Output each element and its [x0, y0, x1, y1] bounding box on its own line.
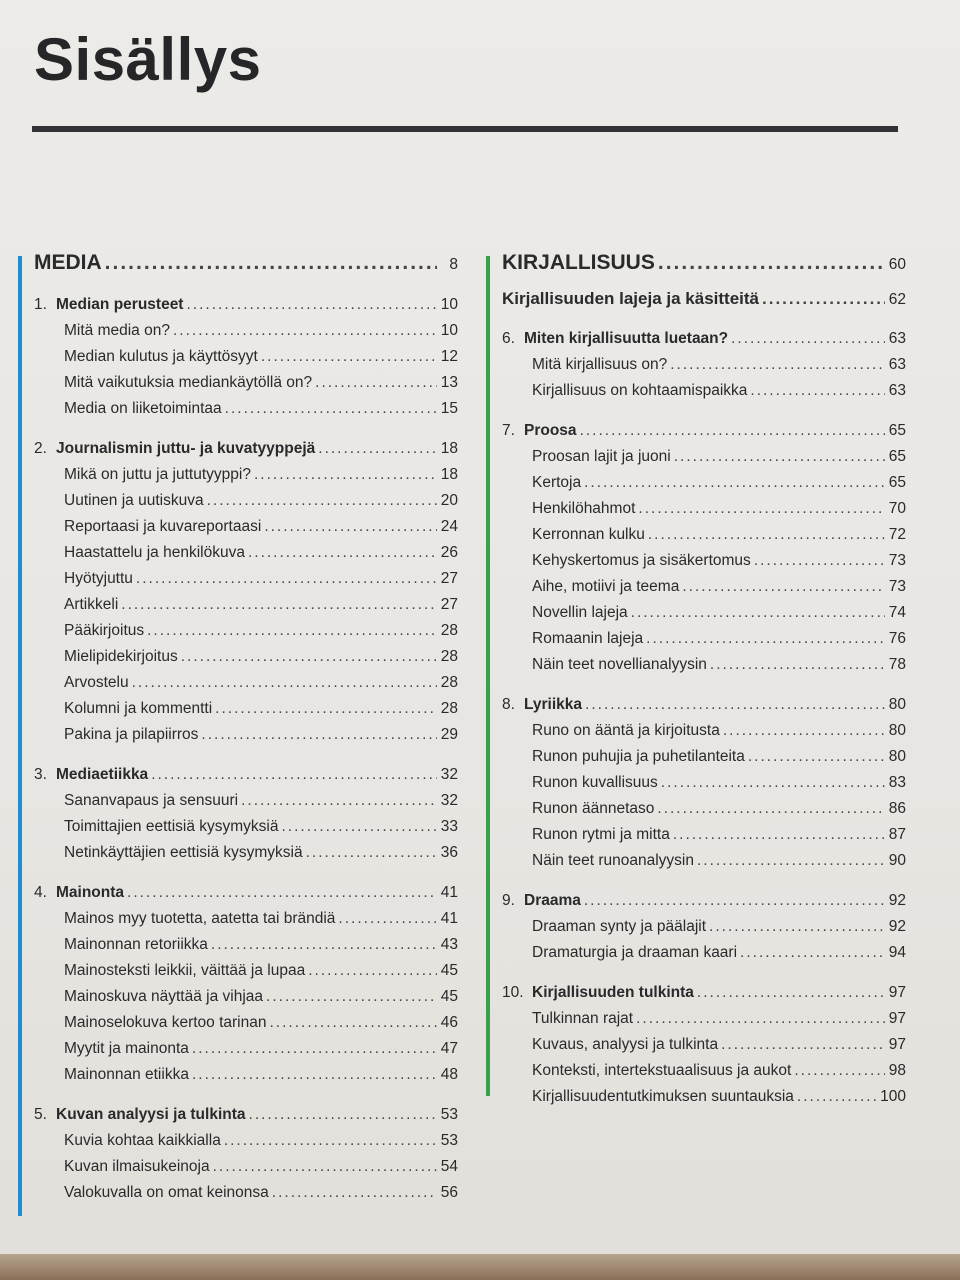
chapter-number: 8.: [502, 696, 515, 713]
leader-dots: [306, 840, 437, 866]
entry-label: Runon puhujia ja puhetilanteita: [532, 748, 745, 765]
leader-dots: [186, 292, 437, 318]
toc-entry[interactable]: [502, 626, 906, 652]
chapter-number: 6.: [502, 330, 515, 347]
page-number: 78: [888, 656, 906, 673]
toc-entry[interactable]: [34, 1010, 458, 1036]
entry-label: Kerronnan kulku: [532, 526, 645, 543]
title-rule: [32, 126, 898, 132]
page-number: 45: [440, 962, 458, 979]
media-accent-bar: [18, 256, 22, 1216]
chapter-title-text: Proosa: [524, 422, 577, 439]
toc-entry[interactable]: [502, 1032, 906, 1058]
toc-entry[interactable]: [34, 906, 458, 932]
toc-entry[interactable]: [34, 696, 458, 722]
entry-label: Median kulutus ja käyttösyyt: [64, 348, 258, 365]
entry-label: Sananvapaus ja sensuuri: [64, 792, 239, 809]
entry-label: Mitä vaikutuksia mediankäytöllä on?: [64, 374, 313, 391]
page-number: 36: [440, 844, 458, 861]
toc-entry[interactable]: [502, 848, 906, 874]
leader-dots: [731, 326, 885, 352]
leader-dots: [754, 548, 885, 574]
toc-entry[interactable]: [34, 592, 458, 618]
chapter-title: [34, 880, 124, 906]
section-heading-kirjallisuus[interactable]: [502, 248, 906, 278]
chapter-title-text: Journalismin juttu- ja kuvatyyppejä: [56, 440, 316, 457]
chapter-heading[interactable]: [34, 1102, 458, 1128]
toc-entry[interactable]: [502, 1084, 906, 1110]
leader-dots: [697, 980, 885, 1006]
toc-entry[interactable]: [34, 514, 458, 540]
toc-entry[interactable]: [34, 370, 458, 396]
chapter-title-text: Kirjallisuuden tulkinta: [532, 984, 694, 1001]
page-number: 60: [888, 256, 906, 273]
leader-dots: [215, 696, 437, 722]
page-number: 63: [888, 330, 906, 347]
page-number: 74: [888, 604, 906, 621]
page-number: 27: [440, 570, 458, 587]
entry-label: Kirjallisuudentutkimuksen suuntauksia: [532, 1088, 794, 1105]
toc-entry[interactable]: [502, 470, 906, 496]
entry-label: Valokuvalla on omat keinonsa: [64, 1184, 269, 1201]
page-number: 43: [440, 936, 458, 953]
page-number: 41: [440, 910, 458, 927]
leader-dots: [266, 984, 437, 1010]
page-number: 65: [888, 448, 906, 465]
leader-dots: [248, 540, 437, 566]
toc-entry[interactable]: [34, 344, 458, 370]
page-number: 62: [888, 291, 906, 308]
entry-label: Kertoja: [532, 474, 582, 491]
leader-dots: [674, 444, 885, 470]
page-number: 87: [888, 826, 906, 843]
page-number: 80: [888, 722, 906, 739]
section-label: MEDIA: [34, 251, 102, 274]
leader-dots: [658, 248, 885, 278]
entry-label: Hyötyjuttu: [64, 570, 133, 587]
page-number: 33: [440, 818, 458, 835]
page-number: 83: [888, 774, 906, 791]
leader-dots: [750, 378, 885, 404]
leader-dots: [797, 1084, 877, 1110]
chapter-title: [34, 436, 315, 462]
toc-entry[interactable]: [34, 670, 458, 696]
leader-dots: [585, 692, 885, 718]
chapter-heading[interactable]: [34, 292, 458, 318]
page-number: 53: [440, 1132, 458, 1149]
entry-label: Runon rytmi ja mitta: [532, 826, 670, 843]
page-number: 73: [888, 552, 906, 569]
chapter-title-text: Mainonta: [56, 884, 125, 901]
toc-entry[interactable]: [502, 1058, 906, 1084]
leader-dots: [631, 600, 885, 626]
page-number: 70: [888, 500, 906, 517]
chapter-number: 4.: [34, 884, 47, 901]
chapter-heading[interactable]: [34, 762, 458, 788]
page-number: 76: [888, 630, 906, 647]
chapter-number: 9.: [502, 892, 515, 909]
toc-entry[interactable]: [34, 318, 458, 344]
leader-dots: [269, 1010, 437, 1036]
leader-dots: [261, 344, 437, 370]
page-number: 28: [440, 700, 458, 717]
chapter-heading[interactable]: [502, 326, 906, 352]
page-number: 63: [888, 356, 906, 373]
leader-dots: [762, 286, 885, 312]
toc-entry[interactable]: [34, 566, 458, 592]
chapter-number: 7.: [502, 422, 515, 439]
page-number: 15: [440, 400, 458, 417]
entry-label: Proosan lajit ja juoni: [532, 448, 671, 465]
leader-dots: [147, 618, 437, 644]
toc-entry[interactable]: [502, 1006, 906, 1032]
page-title: Sisällys: [34, 26, 262, 93]
literature-toc: [502, 248, 906, 1110]
entry-label: Mainos myy tuotetta, aatetta tai brändiä: [64, 910, 336, 927]
page-number: 73: [888, 578, 906, 595]
leader-dots: [136, 566, 437, 592]
toc-entry[interactable]: [502, 574, 906, 600]
page-number: 97: [888, 984, 906, 1001]
page-number: 72: [888, 526, 906, 543]
page-number: 29: [440, 726, 458, 743]
chapter-title: [502, 888, 581, 914]
leader-dots: [723, 718, 885, 744]
toc-entry[interactable]: [34, 984, 458, 1010]
page-number: 90: [888, 852, 906, 869]
leader-dots: [281, 814, 437, 840]
entry-label: Tulkinnan rajat: [532, 1010, 634, 1027]
entry-label: Mitä kirjallisuus on?: [532, 356, 668, 373]
page-number: 100: [880, 1088, 906, 1105]
toc-entry[interactable]: [34, 462, 458, 488]
page-number: 54: [440, 1158, 458, 1175]
entry-label: Henkilöhahmot: [532, 500, 636, 517]
entry-label: Myytit ja mainonta: [64, 1040, 189, 1057]
entry-label: Draaman synty ja päälajit: [532, 918, 707, 935]
toc-entry[interactable]: [502, 770, 906, 796]
toc-entry[interactable]: [502, 796, 906, 822]
toc-entry[interactable]: [34, 1180, 458, 1206]
entry-label: Mainoselokuva kertoo tarinan: [64, 1014, 267, 1031]
toc-entry[interactable]: [502, 718, 906, 744]
entry-label: Aihe, motiivi ja teema: [532, 578, 680, 595]
entry-label: Runon kuvallisuus: [532, 774, 658, 791]
toc-entry[interactable]: [34, 644, 458, 670]
chapter-number: 10.: [502, 984, 524, 1001]
page-number: 47: [440, 1040, 458, 1057]
page-number: 28: [440, 622, 458, 639]
toc-entry[interactable]: [502, 822, 906, 848]
toc-entry[interactable]: [34, 618, 458, 644]
entry-label: Arvostelu: [64, 674, 129, 691]
entry-label: Kuvaus, analyysi ja tulkinta: [532, 1036, 719, 1053]
page-number: 20: [440, 492, 458, 509]
chapter-heading[interactable]: [34, 880, 458, 906]
entry-label: Konteksti, intertekstuaalisuus ja aukot: [532, 1062, 792, 1079]
subsection-label: Kirjallisuuden lajeja ja käsitteitä: [502, 289, 759, 308]
toc-entry[interactable]: [502, 652, 906, 678]
entry-label: Mielipidekirjoitus: [64, 648, 178, 665]
toc-entry[interactable]: [34, 540, 458, 566]
page-number: 18: [440, 440, 458, 457]
leader-dots: [315, 370, 437, 396]
entry-label: Pääkirjoitus: [64, 622, 145, 639]
toc-entry[interactable]: [34, 1062, 458, 1088]
leader-dots: [721, 1032, 885, 1058]
page-number: 27: [440, 596, 458, 613]
entry-label: Kolumni ja kommentti: [64, 700, 213, 717]
page-number: 12: [440, 348, 458, 365]
entry-label: Kuvan ilmaisukeinoja: [64, 1158, 210, 1175]
page-number: 92: [888, 918, 906, 935]
page-number: 45: [440, 988, 458, 1005]
leader-dots: [181, 644, 437, 670]
entry-label: Netinkäyttäjien eettisiä kysymyksiä: [64, 844, 303, 861]
leader-dots: [127, 880, 437, 906]
leader-dots: [308, 958, 437, 984]
leader-dots: [584, 888, 885, 914]
toc-entry[interactable]: [34, 814, 458, 840]
entry-label: Mainonnan etiikka: [64, 1066, 189, 1083]
chapter-title: [34, 762, 148, 788]
toc-entry[interactable]: [34, 1128, 458, 1154]
page-number: 8: [449, 256, 458, 273]
chapter-title: [502, 326, 728, 352]
toc-entry[interactable]: [34, 722, 458, 748]
chapter-number: 3.: [34, 766, 47, 783]
leader-dots: [657, 796, 885, 822]
page-number: 28: [440, 674, 458, 691]
chapter-title-text: Kuvan analyysi ja tulkinta: [56, 1106, 246, 1123]
leader-dots: [264, 514, 437, 540]
page-number: 63: [888, 382, 906, 399]
toc-entry[interactable]: [502, 352, 906, 378]
page-number: 86: [888, 800, 906, 817]
leader-dots: [661, 770, 885, 796]
page-number: 80: [888, 748, 906, 765]
chapter-title: [34, 1102, 246, 1128]
leader-dots: [646, 626, 885, 652]
toc-entry[interactable]: [34, 396, 458, 422]
leader-dots: [132, 670, 437, 696]
leader-dots: [192, 1062, 437, 1088]
leader-dots: [213, 1154, 437, 1180]
entry-label: Novellin lajeja: [532, 604, 628, 621]
leader-dots: [740, 940, 885, 966]
page-number: 53: [440, 1106, 458, 1123]
page-number: 28: [440, 648, 458, 665]
leader-dots: [254, 462, 437, 488]
toc-entry[interactable]: [502, 744, 906, 770]
chapter-number: 2.: [34, 440, 47, 457]
toc-entry[interactable]: [502, 914, 906, 940]
page-number: 80: [888, 696, 906, 713]
media-toc: [34, 248, 458, 1206]
chapter-heading[interactable]: [502, 888, 906, 914]
page-number: 56: [440, 1184, 458, 1201]
leader-dots: [121, 592, 437, 618]
subsection-heading[interactable]: [502, 286, 906, 312]
leader-dots: [580, 418, 885, 444]
leader-dots: [748, 744, 885, 770]
leader-dots: [318, 436, 437, 462]
toc-entry[interactable]: [34, 788, 458, 814]
leader-dots: [224, 1128, 437, 1154]
section-heading-media[interactable]: [34, 248, 458, 278]
leader-dots: [638, 496, 885, 522]
page-number: 65: [888, 422, 906, 439]
section-label: KIRJALLISUUS: [502, 251, 655, 274]
chapter-number: 1.: [34, 296, 47, 313]
literature-accent-bar: [486, 256, 490, 1096]
chapter-title-text: Draama: [524, 892, 581, 909]
chapter-heading[interactable]: [502, 980, 906, 1006]
page-number: 41: [440, 884, 458, 901]
toc-entry[interactable]: [34, 488, 458, 514]
toc-entry[interactable]: [502, 522, 906, 548]
leader-dots: [670, 352, 885, 378]
entry-label: Pakina ja pilapiirros: [64, 726, 199, 743]
leader-dots: [241, 788, 437, 814]
page-number: 48: [440, 1066, 458, 1083]
toc-entry[interactable]: [34, 1154, 458, 1180]
chapter-title: [502, 692, 582, 718]
leader-dots: [192, 1036, 437, 1062]
page-number: 94: [888, 944, 906, 961]
leader-dots: [211, 932, 437, 958]
leader-dots: [201, 722, 437, 748]
entry-label: Reportaasi ja kuvareportaasi: [64, 518, 262, 535]
chapter-title: [502, 418, 577, 444]
leader-dots: [709, 914, 885, 940]
toc-entry[interactable]: [502, 940, 906, 966]
leader-dots: [673, 822, 885, 848]
entry-label: Näin teet runoanalyysin: [532, 852, 694, 869]
leader-dots: [794, 1058, 885, 1084]
toc-entry[interactable]: [34, 1036, 458, 1062]
leader-dots: [207, 488, 437, 514]
page-number: 18: [440, 466, 458, 483]
entry-label: Artikkeli: [64, 596, 119, 613]
leader-dots: [697, 848, 885, 874]
entry-label: Haastattelu ja henkilökuva: [64, 544, 245, 561]
page-number: 26: [440, 544, 458, 561]
page-number: 97: [888, 1036, 906, 1053]
chapter-title-text: Median perusteet: [56, 296, 184, 313]
leader-dots: [636, 1006, 885, 1032]
chapter-title: [502, 980, 694, 1006]
entry-label: Mainonnan retoriikka: [64, 936, 208, 953]
leader-dots: [151, 762, 437, 788]
toc-entry[interactable]: [34, 958, 458, 984]
toc-entry[interactable]: [502, 548, 906, 574]
page-number: 13: [440, 374, 458, 391]
page-number: 32: [440, 766, 458, 783]
toc-entry[interactable]: [502, 496, 906, 522]
entry-label: Mainosteksti leikkii, väittää ja lupaa: [64, 962, 306, 979]
page-number: 65: [888, 474, 906, 491]
leader-dots: [173, 318, 437, 344]
leader-dots: [648, 522, 885, 548]
chapter-number: 5.: [34, 1106, 47, 1123]
toc-entry[interactable]: [502, 378, 906, 404]
leader-dots: [584, 470, 885, 496]
entry-label: Romaanin lajeja: [532, 630, 644, 647]
chapter-heading[interactable]: [502, 692, 906, 718]
leader-dots: [105, 248, 437, 278]
entry-label: Mikä on juttu ja juttutyyppi?: [64, 466, 251, 483]
page-number: 10: [440, 322, 458, 339]
page-number: 32: [440, 792, 458, 809]
entry-label: Runo on ääntä ja kirjoitusta: [532, 722, 720, 739]
entry-label: Kuvia kohtaa kaikkialla: [64, 1132, 221, 1149]
chapter-title-text: Lyriikka: [524, 696, 583, 713]
entry-label: Kehyskertomus ja sisäkertomus: [532, 552, 751, 569]
leader-dots: [682, 574, 885, 600]
page-number: 24: [440, 518, 458, 535]
chapter-heading[interactable]: [34, 436, 458, 462]
entry-label: Näin teet novellianalyysin: [532, 656, 707, 673]
chapter-title-text: Miten kirjallisuutta luetaan?: [524, 330, 729, 347]
page-number: 10: [440, 296, 458, 313]
entry-label: Uutinen ja uutiskuva: [64, 492, 204, 509]
leader-dots: [272, 1180, 437, 1206]
toc-entry[interactable]: [34, 932, 458, 958]
entry-label: Toimittajien eettisiä kysymyksiä: [64, 818, 279, 835]
chapter-heading[interactable]: [502, 418, 906, 444]
table-edge: [0, 1254, 960, 1280]
entry-label: Kirjallisuus on kohtaamispaikka: [532, 382, 748, 399]
chapter-title: [34, 292, 183, 318]
toc-entry[interactable]: [502, 600, 906, 626]
page-number: 46: [440, 1014, 458, 1031]
toc-entry[interactable]: [34, 840, 458, 866]
page-number: 98: [888, 1062, 906, 1079]
chapter-title-text: Mediaetiikka: [56, 766, 149, 783]
leader-dots: [225, 396, 437, 422]
leader-dots: [249, 1102, 437, 1128]
entry-label: Dramaturgia ja draaman kaari: [532, 944, 738, 961]
page-number: 97: [888, 1010, 906, 1027]
leader-dots: [338, 906, 437, 932]
entry-label: Media on liiketoimintaa: [64, 400, 222, 417]
toc-entry[interactable]: [502, 444, 906, 470]
leader-dots: [710, 652, 885, 678]
entry-label: Runon äännetaso: [532, 800, 655, 817]
page-number: 92: [888, 892, 906, 909]
entry-label: Mitä media on?: [64, 322, 170, 339]
entry-label: Mainoskuva näyttää ja vihjaa: [64, 988, 264, 1005]
